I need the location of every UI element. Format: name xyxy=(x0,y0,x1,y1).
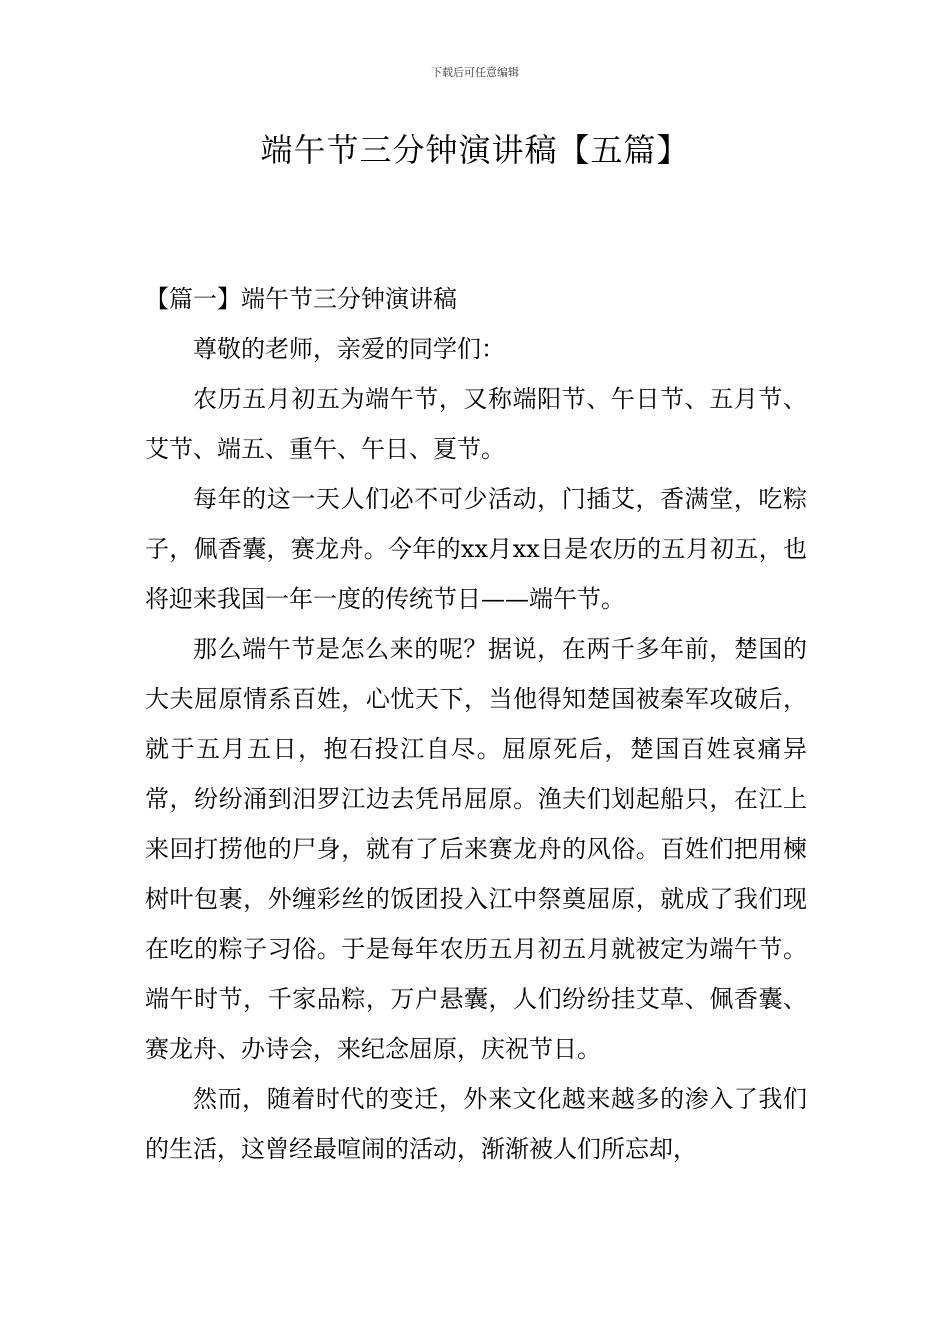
paragraph-customs: 每年的这一天人们必不可少活动，门插艾，香满堂，吃粽子，佩香囊，赛龙舟。今年的xx月xx日是农历的五月初五，也将迎来我国一年一度的传统节日——端午节。 xyxy=(145,485,807,613)
paragraph-salutation: 尊敬的老师，亲爱的同学们： xyxy=(193,335,505,363)
document-body xyxy=(145,274,807,1174)
document-title: 端午节三分钟演讲稿【五篇】 xyxy=(260,131,690,169)
section-heading: 【篇一】端午节三分钟演讲稿 xyxy=(145,285,457,313)
header-note: 下载后可任意编辑 xyxy=(431,66,519,79)
paragraph-changes: 然而，随着时代的变迁，外来文化越来越多的渗入了我们的生活，这曾经最喧闹的活动，渐渐被人们所忘却， xyxy=(145,1085,807,1163)
paragraph-origin: 那么端午节是怎么来的呢？据说，在两千多年前，楚国的大夫屈原情系百姓，心忧天下，当他得知楚国被秦军攻破后，就于五月五日，抱石投江自尽。屈原死后，楚国百姓哀痛异常，纷纷涌到汨罗江边去凭吊屈原。渔夫们划起船只，在江上来回打捞他的尸身，就有了后来赛龙舟的风俗。百姓们把用楝树叶包裹，外缠彩丝的饭团投入江中祭奠屈原，就成了我们现在吃的粽子习俗。于是每年农历五月初五月就被定为端午节。端午时节，千家品粽，万户悬囊，人们纷纷挂艾草、佩香囊、赛龙舟、办诗会，来纪念屈原，庆祝节日。 xyxy=(145,635,807,1063)
paragraph-festival-names: 农历五月初五为端午节，又称端阳节、午日节、五月节、艾节、端五、重午、午日、夏节。 xyxy=(145,385,807,463)
